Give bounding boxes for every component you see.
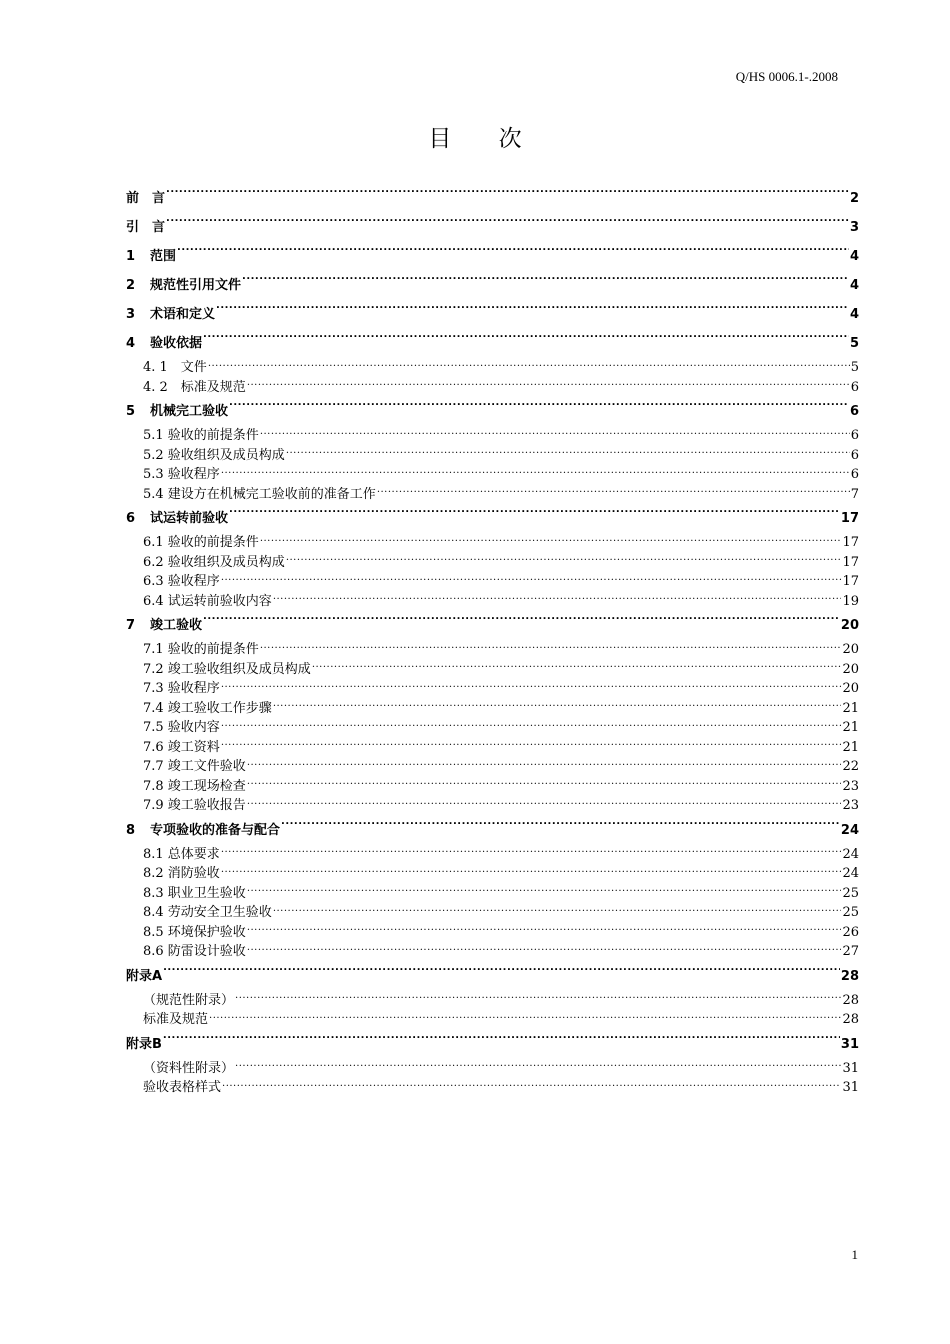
toc-dot-leader	[203, 334, 849, 347]
toc-entry-page: 7	[850, 486, 859, 502]
toc-entry-page: 28	[842, 1012, 859, 1027]
toc-entry-label	[126, 816, 280, 845]
toc-entry-text: 7.4 竣工验收工作步骤	[143, 700, 272, 716]
toc-entry-page: 6	[849, 404, 859, 419]
toc-entry-page: 31	[842, 1080, 859, 1095]
toc-entry-label	[143, 533, 259, 553]
toc-entry-page: 20	[840, 618, 859, 633]
toc-entry-text: 术语和定义	[150, 307, 216, 322]
toc-entry-page: 31	[840, 1036, 859, 1052]
toc-entry-label	[126, 1030, 162, 1059]
toc-section-entry[interactable]	[126, 300, 859, 329]
toc-entry-text: 7.1 验收的前提条件	[143, 642, 259, 657]
toc-entry-text: 4. 2 标准及规范	[143, 379, 246, 395]
toc-entry-text: 专项验收的准备与配合	[150, 822, 281, 838]
toc-entry-label	[143, 738, 220, 758]
toc-entry-page: 23	[842, 778, 859, 794]
toc-subsection-entry[interactable]	[126, 553, 859, 573]
toc-entry-label	[143, 679, 220, 699]
toc-dot-leader	[221, 718, 842, 731]
toc-dot-leader	[221, 465, 850, 478]
toc-dot-leader	[247, 942, 842, 955]
toc-section-entry[interactable]	[126, 816, 859, 845]
toc-dot-leader	[247, 923, 842, 936]
toc-entry-label	[143, 903, 272, 923]
toc-entry-number: 3	[126, 307, 136, 322]
toc-subsection-entry[interactable]	[126, 923, 859, 943]
toc-entry-text: 8.5 环境保护验收	[143, 924, 246, 940]
toc-section-entry[interactable]	[126, 329, 859, 358]
toc-subsection-entry[interactable]	[126, 640, 859, 660]
toc-entry-page: 19	[842, 593, 859, 609]
toc-entry-page: 3	[849, 220, 859, 235]
toc-dot-leader	[166, 218, 849, 231]
toc-entry-text: 附录A	[126, 968, 163, 984]
toc-entry-label	[126, 213, 165, 242]
toc-subsection-entry[interactable]	[126, 864, 859, 884]
toc-dot-leader	[229, 509, 840, 522]
toc-entry-label	[143, 485, 376, 505]
toc-subsection-entry[interactable]	[126, 1010, 859, 1030]
toc-entry-page: 24	[842, 846, 859, 862]
toc-section-entry[interactable]	[126, 962, 859, 991]
toc-entry-label	[126, 242, 176, 271]
toc-subsection-entry[interactable]	[126, 485, 859, 505]
toc-dot-leader	[377, 485, 850, 498]
toc-subsection-entry[interactable]	[126, 679, 859, 699]
toc-entry-text: 8.2 消防验收	[143, 866, 220, 881]
toc-entry-page: 6	[850, 428, 859, 443]
toc-subsection-entry[interactable]	[126, 757, 859, 777]
toc-entry-page: 21	[842, 720, 859, 735]
toc-subsection-entry[interactable]	[126, 533, 859, 553]
toc-entry-label	[143, 1010, 208, 1030]
toc-dot-leader	[235, 991, 841, 1004]
toc-dot-leader	[235, 1059, 841, 1072]
toc-entry-page: 22	[842, 759, 859, 774]
toc-entry-text: 5.4 建设方在机械完工验收前的准备工作	[143, 486, 376, 502]
toc-section-entry[interactable]	[126, 397, 859, 426]
toc-entry-text: 验收依据	[150, 336, 203, 351]
toc-dot-leader	[247, 777, 842, 790]
toc-entry-text: 附录B	[126, 1036, 162, 1052]
toc-entry-label	[143, 592, 272, 612]
toc-entry-text: 5.1 验收的前提条件	[143, 428, 259, 443]
toc-section-entry[interactable]	[126, 242, 859, 271]
toc-section-entry[interactable]	[126, 184, 859, 213]
toc-entry-label	[126, 397, 228, 426]
toc-entry-label	[143, 553, 285, 573]
toc-subsection-entry[interactable]	[126, 845, 859, 865]
toc-entry-text: 7.6 竣工资料	[143, 739, 220, 755]
page-number: 1	[851, 1247, 858, 1262]
toc-dot-leader	[229, 402, 849, 415]
toc-dot-leader	[221, 679, 842, 692]
toc-entry-text: 范围	[150, 249, 177, 264]
toc-entry-page: 4	[849, 278, 859, 293]
toc-dot-leader	[163, 1035, 840, 1048]
toc-dot-leader	[216, 305, 849, 318]
toc-dot-leader	[286, 446, 850, 459]
toc-entry-page: 20	[842, 642, 859, 657]
toc-entry-label	[143, 699, 272, 719]
toc-entry-page: 17	[840, 511, 859, 526]
toc-dot-leader	[166, 189, 849, 202]
toc-entry-page: 24	[842, 866, 859, 881]
toc-entry-label	[143, 660, 311, 680]
toc-entry-label	[143, 777, 246, 797]
toc-dot-leader	[273, 592, 842, 605]
toc-subsection-entry[interactable]	[126, 796, 859, 816]
toc-entry-page: 20	[842, 661, 859, 677]
toc-subsection-entry[interactable]	[126, 426, 859, 446]
toc-entry-label	[143, 991, 234, 1011]
toc-entry-text: 8.4 劳动安全卫生验收	[143, 905, 272, 920]
toc-entry-label	[143, 923, 246, 943]
toc-entry-text: （规范性附录）	[143, 992, 235, 1008]
toc-section-entry[interactable]	[126, 611, 859, 640]
toc-entry-text: 7.7 竣工文件验收	[143, 759, 246, 774]
toc-dot-leader	[221, 738, 842, 751]
toc-entry-page: 2	[849, 191, 859, 206]
toc-dot-leader	[242, 276, 849, 289]
document-code: Q/HS 0006.1-.2008	[735, 69, 838, 84]
toc-subsection-entry[interactable]	[126, 942, 859, 962]
toc-subsection-entry[interactable]	[126, 1059, 859, 1079]
toc-dot-leader	[222, 1078, 841, 1091]
toc-entry-label	[143, 426, 259, 446]
toc-entry-text: 8.6 防雷设计验收	[143, 944, 246, 959]
toc-entry-label	[143, 845, 220, 865]
toc-dot-leader	[208, 358, 850, 371]
toc-entry-page: 23	[842, 798, 859, 813]
toc-entry-number: 5	[126, 404, 136, 419]
toc-dot-leader	[203, 616, 840, 629]
toc-dot-leader	[177, 247, 849, 260]
toc-section-entry[interactable]	[126, 213, 859, 242]
toc-entry-number: 1	[126, 249, 136, 264]
toc-entry-label	[126, 184, 165, 213]
toc-entry-label	[143, 796, 246, 816]
toc-entry-label	[143, 1059, 234, 1079]
toc-entry-label	[143, 942, 246, 962]
toc-section-entry[interactable]	[126, 1030, 859, 1059]
toc-entry-text: 规范性引用文件	[150, 278, 242, 293]
toc-entry-page: 4	[849, 249, 859, 264]
toc-entry-label	[143, 864, 220, 884]
toc-entry-label	[126, 504, 228, 533]
toc-entry-text: 4. 1 文件	[143, 360, 207, 375]
toc-entry-text: 8.1 总体要求	[143, 846, 220, 862]
toc-subsection-entry[interactable]	[126, 777, 859, 797]
toc-entry-label	[143, 572, 220, 592]
toc-entry-page: 28	[842, 992, 859, 1008]
toc-entry-text: 6.2 验收组织及成员构成	[143, 554, 285, 570]
toc-entry-page: 6	[850, 447, 859, 463]
toc-entry-page: 21	[842, 700, 859, 716]
toc-section-entry[interactable]	[126, 504, 859, 533]
toc-entry-text: 7.9 竣工验收报告	[143, 798, 246, 813]
toc-dot-leader	[209, 1010, 841, 1023]
toc-entry-label	[126, 329, 202, 358]
toc-subsection-entry[interactable]	[126, 884, 859, 904]
toc-entry-label	[143, 446, 285, 466]
toc-subsection-entry[interactable]	[126, 903, 859, 923]
toc-subsection-entry[interactable]	[126, 660, 859, 680]
toc-subsection-entry[interactable]	[126, 446, 859, 466]
toc-entry-label	[143, 640, 259, 660]
toc-dot-leader	[260, 640, 842, 653]
toc-subsection-entry[interactable]	[126, 718, 859, 738]
toc-entry-label	[143, 358, 207, 378]
toc-entry-label	[126, 271, 241, 300]
toc-entry-number: 6	[126, 511, 136, 526]
toc-subsection-entry[interactable]	[126, 991, 859, 1011]
toc-dot-leader	[247, 796, 842, 809]
toc-entry-label	[143, 757, 246, 777]
toc-entry-page: 27	[842, 944, 859, 959]
toc-entry-text: 验收表格样式	[143, 1080, 222, 1095]
toc-entry-page: 5	[850, 360, 859, 375]
toc-dot-leader	[221, 864, 842, 877]
toc-entry-text: 5.2 验收组织及成员构成	[143, 447, 285, 463]
toc-entry-text: 试运转前验收	[150, 511, 229, 526]
toc-entry-text: 6.4 试运转前验收内容	[143, 593, 272, 609]
toc-dot-leader	[260, 426, 850, 439]
toc-title: 目 次	[428, 126, 542, 152]
toc-entry-text: 7.5 验收内容	[143, 720, 220, 735]
toc-entry-page: 17	[842, 535, 859, 550]
toc-entry-page: 25	[842, 885, 859, 901]
toc-entry-page: 6	[850, 467, 859, 482]
toc-entry-page: 26	[842, 924, 859, 940]
toc-entry-number: 8	[126, 822, 136, 838]
toc-entry-page: 28	[840, 968, 859, 984]
toc-dot-leader	[247, 757, 842, 770]
toc-entry-label	[143, 378, 246, 398]
toc-dot-leader	[281, 821, 840, 834]
toc-dot-leader	[247, 378, 850, 391]
toc-entry-number: 7	[126, 618, 136, 633]
toc-dot-leader	[221, 572, 842, 585]
toc-subsection-entry[interactable]	[126, 1078, 859, 1098]
toc-dot-leader	[221, 845, 842, 858]
toc-entry-page: 24	[840, 822, 859, 838]
toc-entry-page: 17	[842, 574, 859, 589]
toc-entry-text: 标准及规范	[143, 1012, 209, 1027]
toc-entry-page: 5	[849, 336, 859, 351]
toc-entry-label	[126, 300, 215, 329]
toc-entry-text: 7.2 竣工验收组织及成员构成	[143, 661, 311, 677]
toc-subsection-entry[interactable]	[126, 465, 859, 485]
toc-entry-text: 7.8 竣工现场检查	[143, 778, 246, 794]
toc-entry-page: 25	[842, 905, 859, 920]
toc-entry-label	[126, 611, 202, 640]
toc-dot-leader	[312, 660, 842, 673]
toc-subsection-entry[interactable]	[126, 378, 859, 398]
toc-entry-page: 6	[850, 379, 859, 395]
toc-entry-text: 5.3 验收程序	[143, 467, 220, 482]
toc-entry-text: 引 言	[126, 220, 166, 235]
toc-entry-page: 20	[842, 681, 859, 696]
toc-entry-page: 17	[842, 554, 859, 570]
toc-entry-number: 4	[126, 336, 136, 351]
toc-entry-text: 6.1 验收的前提条件	[143, 535, 259, 550]
toc-entry-text: 前 言	[126, 191, 166, 206]
toc-entry-page: 31	[842, 1060, 859, 1076]
toc-entry-label	[126, 962, 162, 991]
toc-dot-leader	[247, 884, 842, 897]
toc-entry-number: 2	[126, 278, 136, 293]
toc-entry-page: 4	[849, 307, 859, 322]
toc-subsection-entry[interactable]	[126, 358, 859, 378]
toc-dot-leader	[273, 903, 842, 916]
toc-subsection-entry[interactable]	[126, 738, 859, 758]
toc-entry-text: 竣工验收	[150, 618, 203, 633]
toc-subsection-entry[interactable]	[126, 592, 859, 612]
toc-entry-text: 6.3 验收程序	[143, 574, 220, 589]
toc-entry-text: （资料性附录）	[143, 1060, 235, 1076]
toc-entry-text: 7.3 验收程序	[143, 681, 220, 696]
toc-entry-label	[143, 884, 246, 904]
toc-entry-page: 21	[842, 739, 859, 755]
toc-subsection-entry[interactable]	[126, 699, 859, 719]
toc-dot-leader	[163, 967, 840, 980]
toc-entry-text: 8.3 职业卫生验收	[143, 885, 246, 901]
toc-dot-leader	[286, 553, 842, 566]
toc-dot-leader	[260, 533, 842, 546]
toc-dot-leader	[273, 699, 842, 712]
toc-entry-label	[143, 465, 220, 485]
toc-entry-label	[143, 1078, 221, 1098]
toc-entry-label	[143, 718, 220, 738]
toc-entry-text: 机械完工验收	[150, 404, 229, 419]
toc-subsection-entry[interactable]	[126, 572, 859, 592]
toc-section-entry[interactable]	[126, 271, 859, 300]
table-of-contents	[126, 184, 859, 1098]
